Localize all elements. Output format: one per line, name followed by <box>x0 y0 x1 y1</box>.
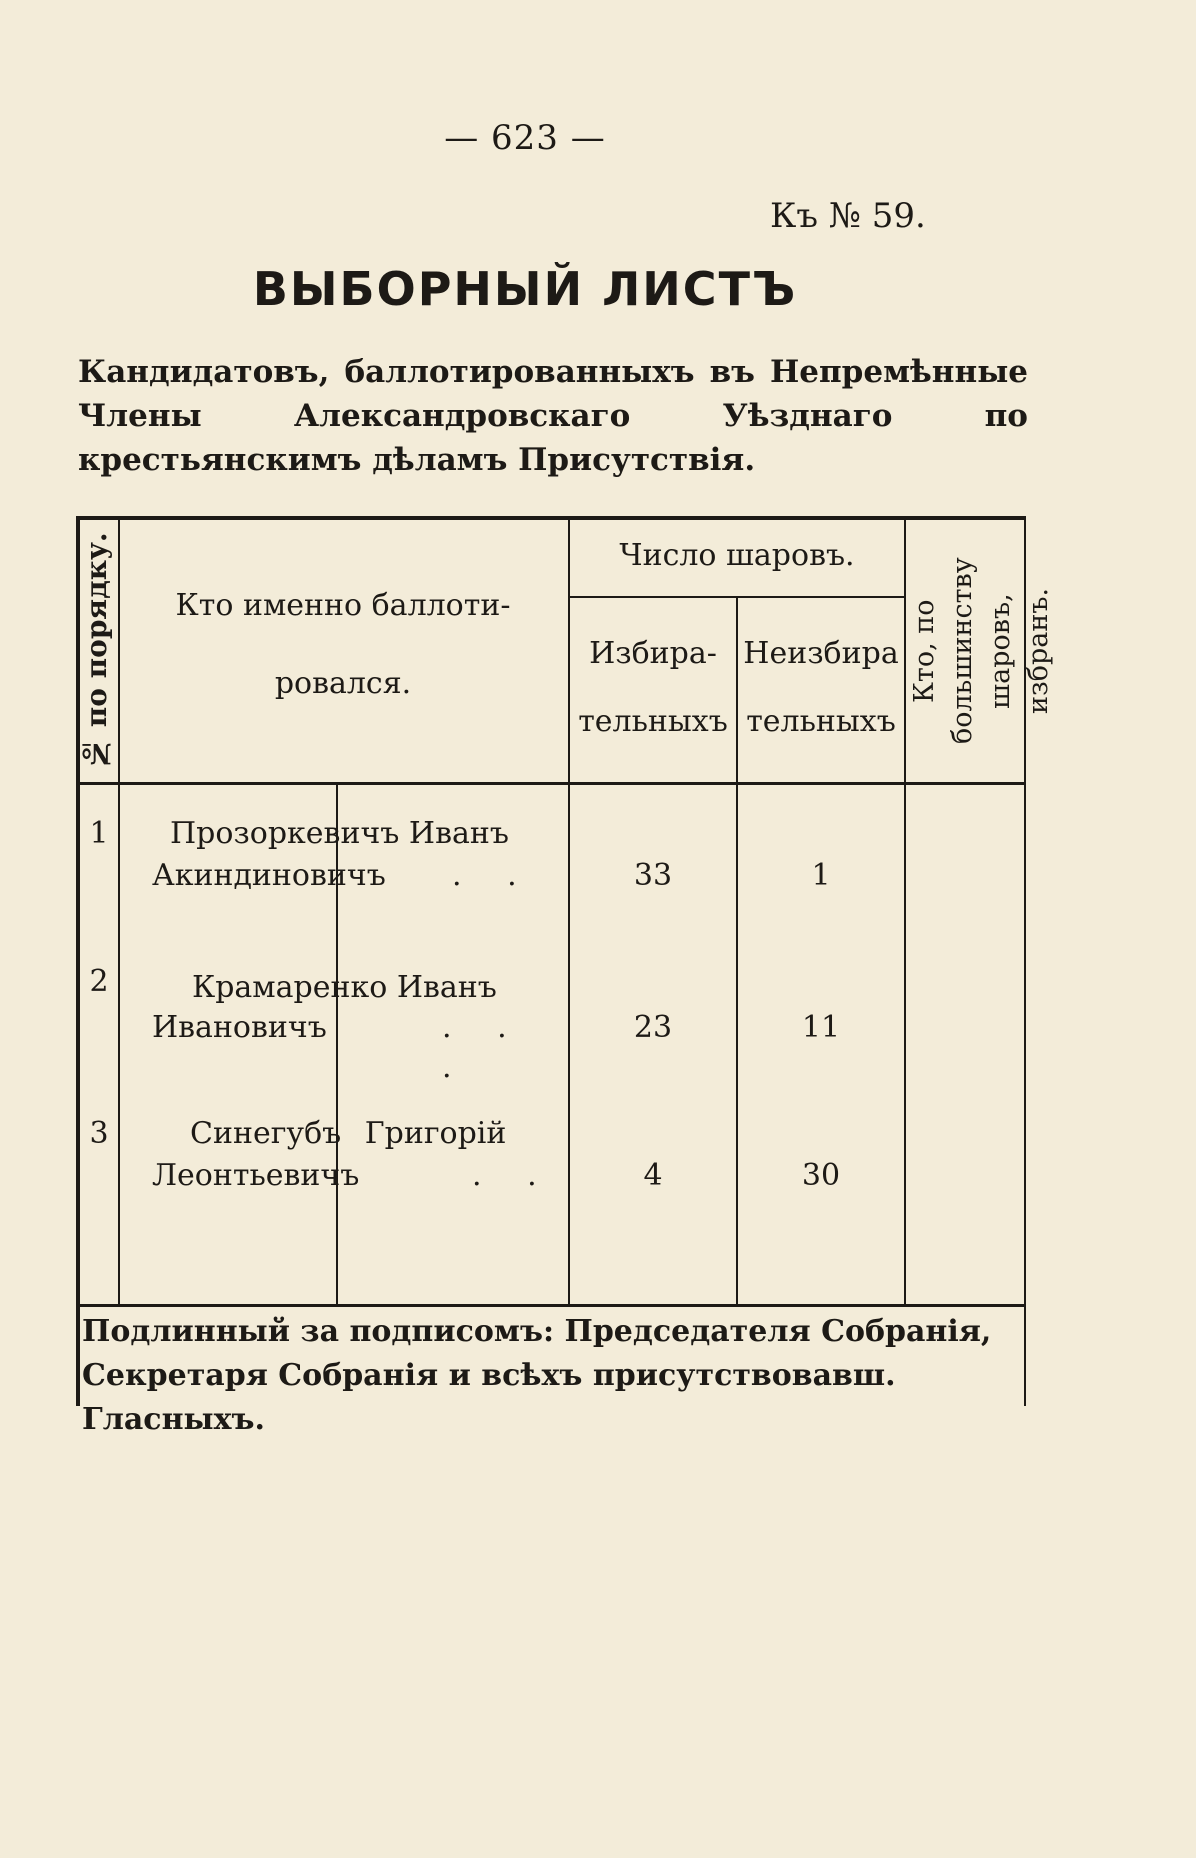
row-1-elect: 33 <box>633 858 673 893</box>
row-3-elect: 4 <box>643 1158 663 1193</box>
header-elect-2: тельныхъ <box>578 704 728 739</box>
row-2-number: 2 <box>89 964 109 999</box>
header-chosen: Кто, по большинству шаровъ, избранъ. <box>909 557 1054 745</box>
row-1-nonelect: 1 <box>811 858 831 893</box>
row-1-name-line1: Прозоркевичъ Иванъ <box>170 816 509 851</box>
row-1-number: 1 <box>89 816 109 851</box>
header-number: № по порядку. <box>80 532 113 770</box>
table-header-border <box>80 782 1024 785</box>
col-divider <box>118 516 120 1304</box>
header-nonelect-1: Неизбира <box>743 636 899 671</box>
row-2-elect: 23 <box>633 1010 673 1045</box>
reference-number: Къ № 59. <box>770 196 926 236</box>
row-3-name-line2: Леонтьевичъ <box>152 1158 360 1193</box>
document-title: ВЫБОРНЫЙ ЛИСТЪ <box>252 262 798 316</box>
table-top-border <box>76 516 1026 520</box>
row-2-dots: . . . <box>442 1010 525 1085</box>
row-3-number: 3 <box>89 1116 109 1151</box>
row-2-name-line2: Ивановичъ <box>152 1010 327 1045</box>
row-3-dots: . . <box>472 1158 555 1193</box>
row-2-name-line1: Крамаренко Иванъ <box>192 970 497 1005</box>
row-3-nonelect: 30 <box>801 1158 841 1193</box>
page-number: — 623 — <box>444 118 606 158</box>
header-nonelect-2: тельныхъ <box>746 704 896 739</box>
subheader-line <box>568 596 904 598</box>
row-2-nonelect: 11 <box>801 1010 841 1045</box>
header-balls: Число шаровъ. <box>619 538 855 573</box>
row-1-name-line2: Акиндиновичъ <box>152 858 386 893</box>
row-1-dots: . . <box>452 858 535 893</box>
header-name-2: ровался. <box>274 666 412 701</box>
signature-note: Подлинный за подписомъ: Председателя Собранія, Секретаря Собранія и всѣхъ присутствовавш. Гласныхъ. <box>82 1314 992 1437</box>
ballot-table <box>76 516 1054 1406</box>
header-elect-1: Избира- <box>589 636 717 671</box>
document-subtitle: Кандидатовъ, баллотированныхъ въ Непремѣнные Члены Александровскаго Уѣзднаго по крестьянскимъ дѣламъ Присутствія. <box>78 354 1028 478</box>
row-3-name-line1: Синегубъ Григорій <box>190 1116 507 1151</box>
header-name-1: Кто именно баллоти- <box>175 588 511 623</box>
table-footer-border <box>80 1304 1024 1307</box>
